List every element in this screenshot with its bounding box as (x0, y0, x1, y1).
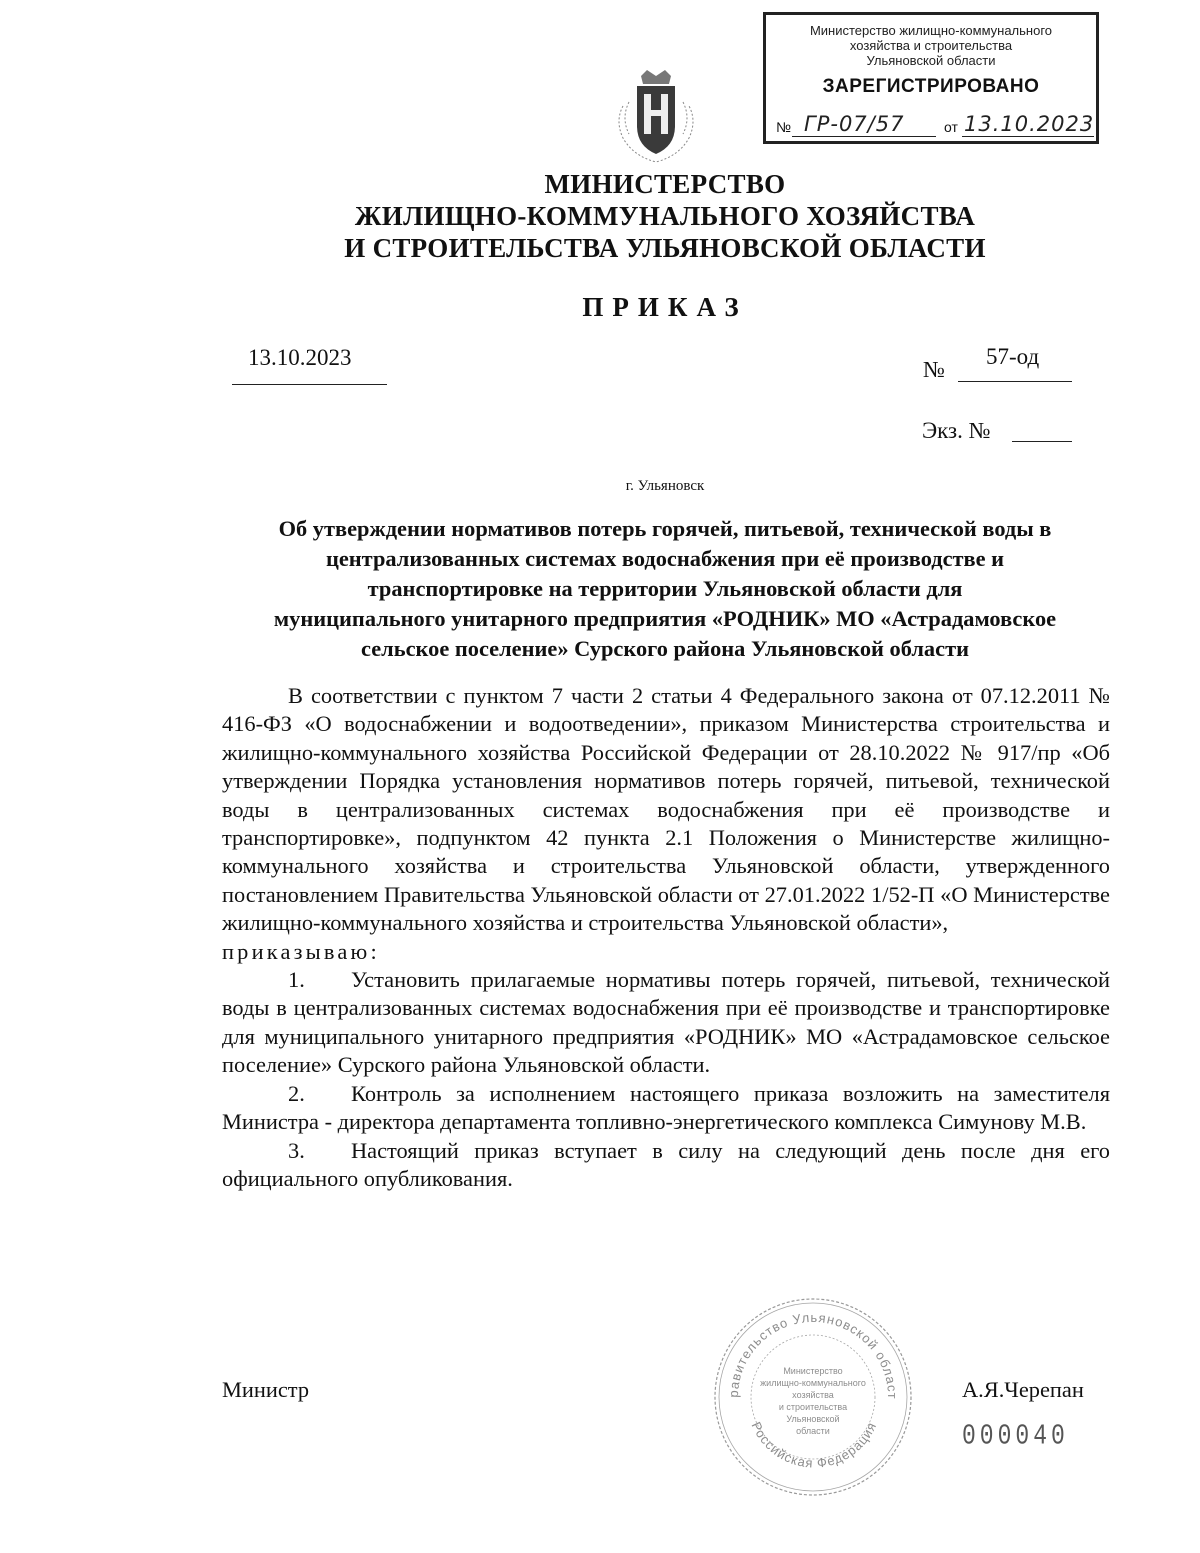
ministry-line: МИНИСТЕРСТВО (544, 169, 786, 199)
order-word: приказываю: (222, 938, 380, 964)
item-number: 2. (288, 1080, 305, 1106)
title-line: муниципального унитарного предприятия «РОДНИК» МО «Астрадамовское (273, 606, 1057, 631)
signatory-title: Министр (222, 1377, 310, 1402)
title-line: сельское поселение» Сурского района Ульяновской области (361, 636, 969, 661)
order-number-label: № (923, 357, 945, 382)
signatory-name: А.Я.Черепан (962, 1377, 1084, 1402)
item-text: Настоящий приказ вступает в силу на следующий день после дня его официального опубликования. (222, 1137, 1110, 1191)
order-item (222, 1137, 1110, 1194)
order-item (222, 1080, 1110, 1137)
stamp-date: 13.10.2023 (964, 112, 1095, 136)
stamp-number-underline (792, 136, 936, 137)
ministry-header (0, 168, 1200, 264)
copy-number-underline (1012, 441, 1072, 442)
item-number: 1. (288, 967, 305, 993)
order-date-underline (232, 384, 387, 385)
seal-inner-line: хозяйства (792, 1390, 834, 1400)
order-number-underline (958, 381, 1072, 382)
seal-bottom-text: Российская Федерация (748, 1419, 880, 1471)
stamp-org-line: Министерство жилищно-коммунального (809, 23, 1053, 38)
stamp-org-line: Ульяновской области (866, 53, 996, 68)
ministry-line: И СТРОИТЕЛЬСТВА УЛЬЯНОВСКОЙ ОБЛАСТИ (344, 233, 986, 263)
seal-inner-line: области (796, 1426, 830, 1436)
item-text: Контроль за исполнением настоящего приказа возложить на заместителя Министра - директора департамента топливно-энергетического комплекса Симунову М.В. (222, 1080, 1110, 1135)
preamble-paragraph: В соответствии с пунктом 7 части 2 статьи 4 Федерального закона от 07.12.2011 № 416-ФЗ «О водоснабжении и водоотведении», приказом Министерства строительства и жилищно-коммунального хозяйства Российской Федерации от 28.10.2022 № 917/пр «Об утверждении Порядка установления нормативов потерь горячей, питьевой, технической воды в централизованных системах водоснабжения при её производстве и транспортировке», подпунктом 42 пункта 2.1 Положения о Министерстве жилищно-коммунального хозяйства и строительства Ульяновской области, утвержденного постановлением Правительства Ульяновской области от 27.01.2022 1/52-П «О Министерстве жилищно-коммунального хозяйства и строительства Ульяновской области», (222, 683, 1110, 936)
registration-stamp (763, 12, 1099, 144)
seal-outer-text: равительство Ульяновской област (725, 1309, 901, 1400)
title-line: транспортировке на территории Ульяновской области для (367, 576, 963, 601)
order-date: 13.10.2023 (248, 345, 352, 370)
title-line: централизованных системах водоснабжения при её производстве и (325, 546, 1005, 571)
seal-number: 000040 (962, 1419, 1069, 1453)
document-title (218, 514, 1112, 664)
ministry-line: ЖИЛИЩНО-КОММУНАЛЬНОГО ХОЗЯЙСТВА (354, 201, 976, 231)
seal-inner-line: Министерство (783, 1366, 843, 1376)
official-seal (708, 1292, 918, 1502)
seal-inner-line: Ульяновской (786, 1414, 840, 1424)
order-number: 57-од (986, 344, 1040, 369)
seal-inner-line: жилищно-коммунального (760, 1378, 866, 1388)
seal-inner-line: и строительства (778, 1402, 848, 1412)
title-line: Об утверждении нормативов потерь горячей, питьевой, технической воды в (278, 516, 1052, 541)
stamp-number-row (776, 111, 1094, 137)
order-item (222, 966, 1110, 1080)
copy-number-label: Экз. № (922, 418, 991, 443)
stamp-date-label: от (944, 119, 958, 135)
document-body (222, 682, 1110, 1193)
document-type: ПРИКАЗ (582, 292, 748, 322)
stamp-date-underline (962, 136, 1094, 137)
stamp-status: ЗАРЕГИСТРИРОВАНО (822, 76, 1040, 97)
stamp-number-label: № (776, 119, 792, 135)
stamp-number: ГР-07/57 (804, 112, 905, 136)
item-number: 3. (288, 1137, 305, 1163)
ulyanovsk-coat-of-arms-icon (611, 66, 701, 166)
item-text: Установить прилагаемые нормативы потерь горячей, питьевой, технической воды в централизованных системах водоснабжения при её производстве и транспортировке для муниципального унитарного предприятия «РОДНИК» МО «Астрадамовское сельское поселение» Сурского района Ульяновской области. (222, 967, 1110, 1078)
city: г. Ульяновск (625, 478, 705, 494)
stamp-org-line: хозяйства и строительства (849, 38, 1013, 53)
